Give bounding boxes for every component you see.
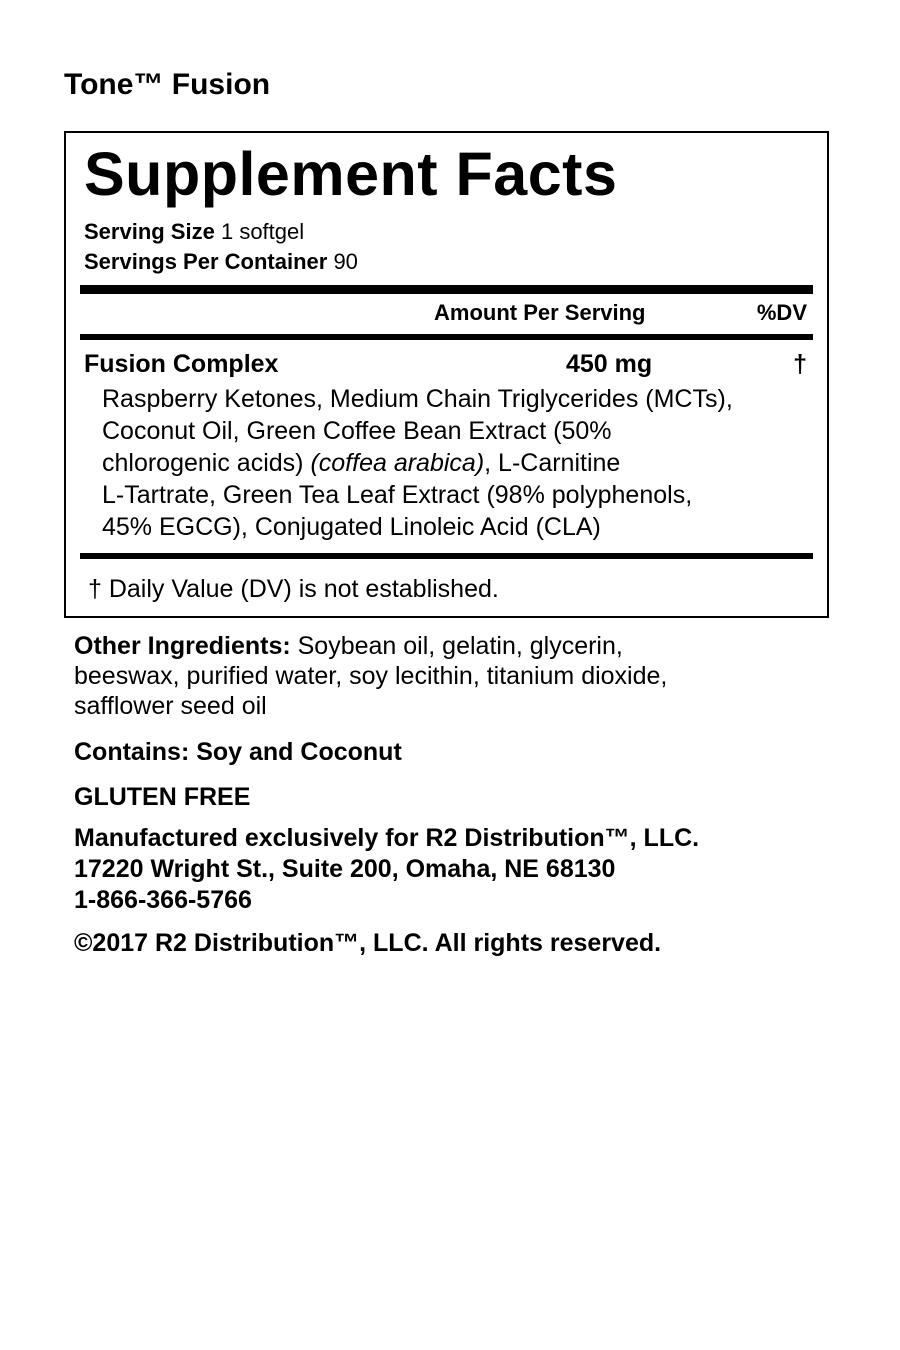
botanical-name: (coffea arabica) (310, 449, 485, 477)
other-ingredients-line: beeswax, purified water, soy lecithin, titanium dioxide, (74, 662, 668, 690)
amount-per-serving-header: Amount Per Serving (434, 300, 646, 325)
other-ingredients-line: safflower seed oil (74, 692, 267, 720)
allergen-statement: Contains: Soy and Coconut (74, 738, 402, 766)
gluten-free-statement: GLUTEN FREE (74, 783, 251, 811)
other-ingredients-text: Soybean oil, gelatin, glycerin, (290, 632, 623, 660)
serving-size-label: Serving Size (84, 219, 215, 244)
daily-value-header: %DV (756, 300, 807, 325)
description-line (102, 447, 814, 479)
servings-per-container-label: Servings Per Container (84, 249, 328, 274)
description-line: 45% EGCG), Conjugated Linoleic Acid (CLA) (102, 513, 601, 541)
copyright-notice: ©2017 R2 Distribution™, LLC. All rights reserved. (74, 929, 662, 957)
manufacturer-info (74, 823, 699, 916)
description-line: L-Tartrate, Green Tea Leaf Extract (98% polyphenols, (102, 481, 693, 509)
serving-size-value: 1 softgel (220, 219, 305, 244)
ingredient-dv: † (793, 350, 807, 378)
divider-rule (80, 334, 813, 340)
manufacturer-line: Manufactured exclusively for R2 Distribution™, LLC. (74, 824, 700, 852)
dv-footnote: † Daily Value (DV) is not established. (88, 575, 499, 603)
other-ingredients-label: Other Ingredients: (74, 632, 291, 660)
supplement-facts-panel (64, 131, 829, 618)
facts-title: Supplement Facts (84, 140, 618, 208)
product-name: Tone™ Fusion (64, 68, 271, 101)
other-ingredients (74, 631, 834, 721)
divider-rule (80, 553, 813, 559)
other-ingredients-line (74, 631, 834, 661)
ingredient-amount: 450 mg (566, 350, 653, 378)
servings-per-container (84, 247, 358, 277)
servings-per-container-value: 90 (333, 249, 358, 274)
description-text: chlorogenic acids) (102, 449, 304, 477)
serving-size (84, 217, 304, 247)
ingredient-name: Fusion Complex (84, 350, 279, 378)
description-line: Coconut Oil, Green Coffee Bean Extract (50% (102, 417, 612, 445)
description-text: , L-Carnitine (484, 449, 621, 477)
manufacturer-phone: 1-866-366-5766 (74, 886, 252, 914)
divider-rule (80, 285, 813, 294)
manufacturer-address: 17220 Wright St., Suite 200, Omaha, NE 68130 (74, 855, 616, 883)
ingredient-description (102, 383, 814, 543)
description-line: Raspberry Ketones, Medium Chain Triglycerides (MCTs), (102, 385, 733, 413)
